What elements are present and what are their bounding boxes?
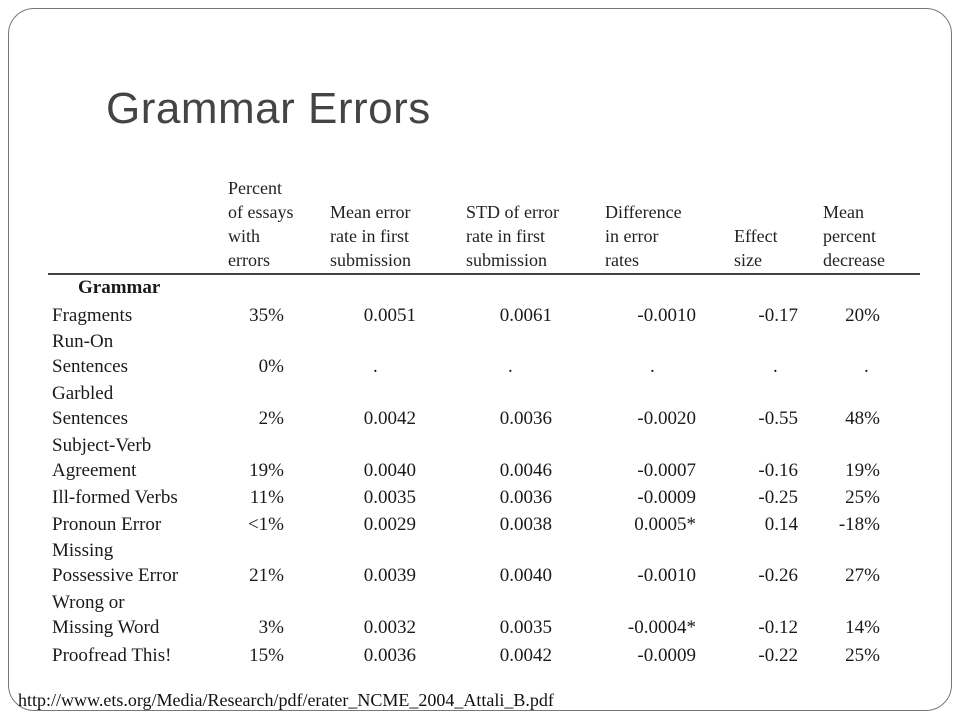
section-label-grammar: Grammar xyxy=(78,277,161,298)
row-value-col-4: 0.0005* xyxy=(634,514,696,535)
row-value-col-5: -0.17 xyxy=(758,305,798,326)
results-table xyxy=(46,174,924,670)
row-value-col-5: -0.55 xyxy=(758,408,798,429)
row-value-col-6: 19% xyxy=(845,460,880,481)
row-category: Fragments xyxy=(52,305,133,326)
row-value-col-5: -0.26 xyxy=(758,565,798,586)
row-value-col-1: 19% xyxy=(249,460,284,481)
table-row xyxy=(46,618,924,668)
row-category: Wrong or Missing Word xyxy=(52,592,160,638)
row-value-col-1: 3% xyxy=(258,617,284,638)
header-effect-size: Effect size xyxy=(734,226,778,270)
row-value-col-6: 25% xyxy=(845,487,880,508)
header-rule xyxy=(48,273,920,275)
row-value-col-3: 0.0061 xyxy=(499,305,552,326)
row-value-col-4: -0.0009 xyxy=(637,487,696,508)
row-category: Missing Possessive Error xyxy=(52,540,179,586)
row-value-col-2: 0.0035 xyxy=(363,487,416,508)
row-value-col-6: 14% xyxy=(845,617,880,638)
row-value-col-3: 0.0042 xyxy=(499,645,552,666)
row-value-col-6: 20% xyxy=(845,305,880,326)
row-value-col-2: 0.0042 xyxy=(363,408,416,429)
row-value-col-1: 11% xyxy=(249,487,284,508)
row-value-col-1: 0% xyxy=(258,356,284,377)
row-value-col-3: 0.0040 xyxy=(499,565,552,586)
row-value-col-5: -0.12 xyxy=(758,617,798,638)
row-value-col-3: 0.0036 xyxy=(499,487,552,508)
row-value-col-1: 15% xyxy=(249,645,284,666)
row-value-col-2: 0.0036 xyxy=(363,645,416,666)
row-value-col-3: 0.0038 xyxy=(499,514,552,535)
row-value-col-5: -0.25 xyxy=(758,487,798,508)
slide-title: Grammar Errors xyxy=(106,84,431,133)
row-value-col-5: 0.14 xyxy=(764,514,798,535)
row-value-col-2: 0.0039 xyxy=(363,565,416,586)
row-value-col-5: -0.22 xyxy=(758,645,798,666)
row-value-col-1: <1% xyxy=(247,514,284,535)
header-mean-percent-decrease: Mean percent decrease xyxy=(823,202,885,270)
header-difference: Difference in error rates xyxy=(605,202,682,270)
row-category: Run-On Sentences xyxy=(52,331,128,377)
row-value-col-4: . xyxy=(650,356,655,377)
row-value-col-1: 2% xyxy=(258,408,284,429)
row-category: Proofread This! xyxy=(52,645,172,666)
table-row xyxy=(46,381,924,431)
row-category: Subject-Verb Agreement xyxy=(52,435,152,481)
table-row xyxy=(46,538,924,588)
row-category: Ill-formed Verbs xyxy=(52,487,178,508)
row-value-col-6: 25% xyxy=(845,645,880,666)
row-value-col-6: 48% xyxy=(845,408,880,429)
row-value-col-2: 0.0051 xyxy=(363,305,416,326)
row-value-col-4: -0.0009 xyxy=(637,645,696,666)
row-value-col-4: -0.0004* xyxy=(627,617,696,638)
table-row xyxy=(46,329,924,379)
row-value-col-4: -0.0020 xyxy=(637,408,696,429)
row-value-col-3: 0.0046 xyxy=(499,460,552,481)
row-value-col-2: 0.0040 xyxy=(363,460,416,481)
row-value-col-2: . xyxy=(373,356,378,377)
row-value-col-4: -0.0010 xyxy=(637,305,696,326)
row-value-col-3: 0.0036 xyxy=(499,408,552,429)
row-value-col-1: 21% xyxy=(249,565,284,586)
header-percent-essays: Percent of essays with errors xyxy=(228,178,294,270)
row-value-col-6: -18% xyxy=(838,514,880,535)
header-std-error-rate: STD of error rate in first submission xyxy=(466,202,559,270)
row-value-col-6: . xyxy=(864,356,869,377)
row-category: Pronoun Error xyxy=(52,514,162,535)
row-value-col-4: -0.0007 xyxy=(637,460,696,481)
table-row xyxy=(46,487,924,537)
row-value-col-1: 35% xyxy=(249,305,284,326)
row-value-col-4: -0.0010 xyxy=(637,565,696,586)
header-mean-error-rate: Mean error rate in first submission xyxy=(330,202,412,270)
row-value-col-5: -0.16 xyxy=(758,460,798,481)
row-value-col-6: 27% xyxy=(845,565,880,586)
table-row xyxy=(46,278,924,328)
row-value-col-5: . xyxy=(773,356,778,377)
source-url[interactable]: http://www.ets.org/Media/Research/pdf/erater_NCME_2004_Attali_B.pdf xyxy=(18,690,554,710)
row-value-col-2: 0.0032 xyxy=(363,617,416,638)
row-category: Garbled Sentences xyxy=(52,383,128,429)
row-value-col-2: 0.0029 xyxy=(363,514,416,535)
row-value-col-3: 0.0035 xyxy=(499,617,552,638)
row-value-col-3: . xyxy=(508,356,513,377)
